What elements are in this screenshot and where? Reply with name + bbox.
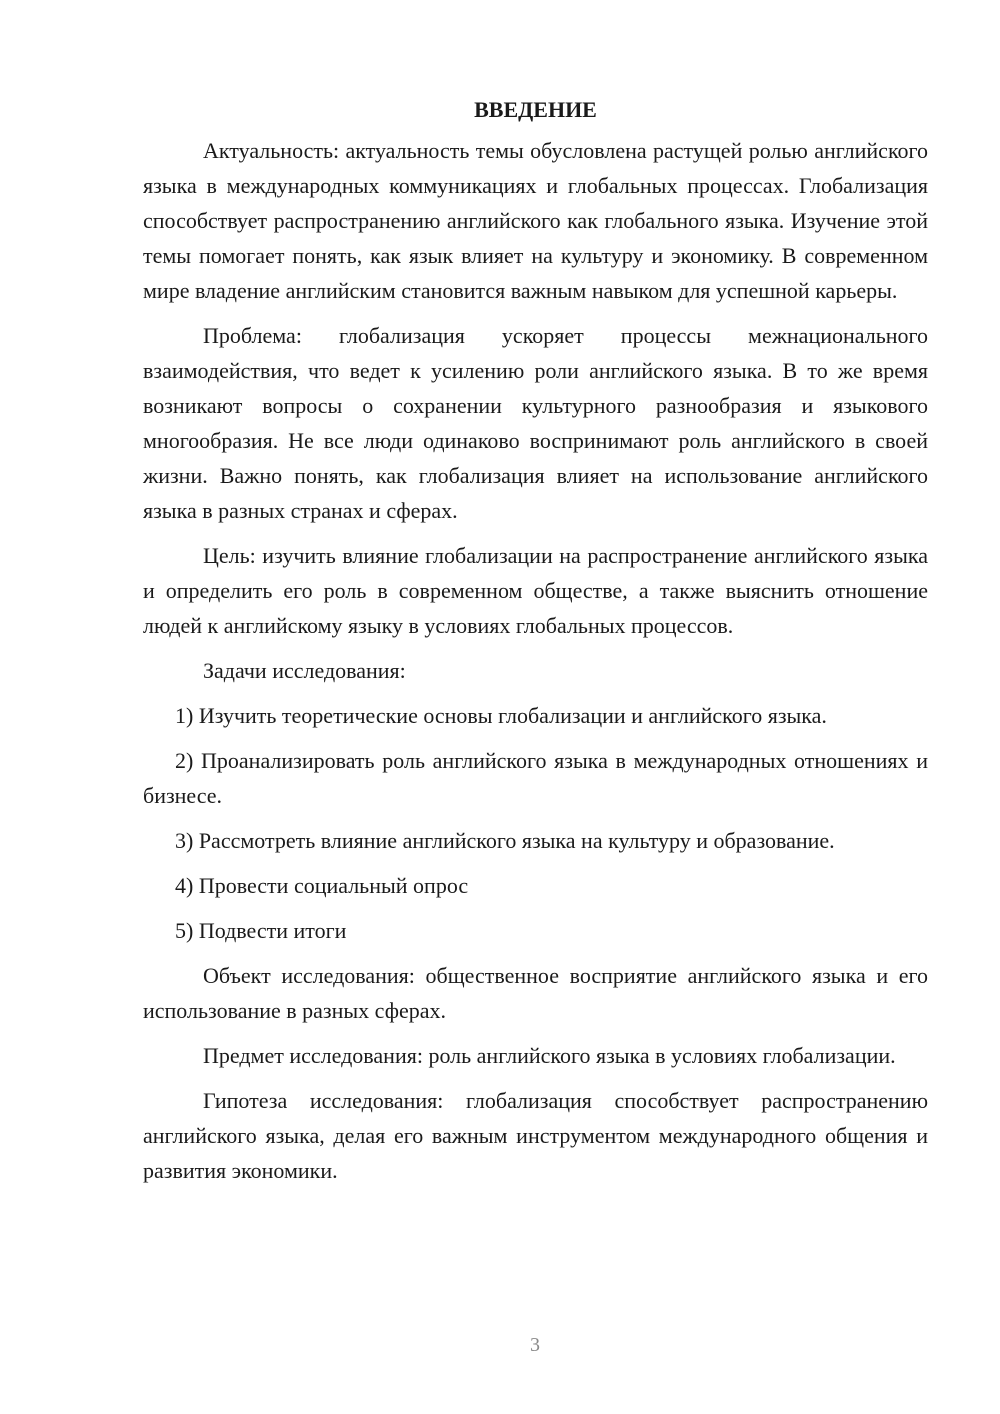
task-item-5: 5) Подвести итоги <box>175 918 347 943</box>
relevance-paragraph: Актуальность: актуальность темы обусловлена растущей ролью английского языка в международных коммуникациях и глобальных процессах. Глобализация способствует распространению английского как глобального языка. Изучение этой темы помогает понять, как язык влияет на культуру и экономику. В современном мире владение английским становится важным навыком для успешной карьеры. <box>143 138 928 303</box>
object-paragraph: Объект исследования: общественное восприятие английского языка и его использование в разных сферах. <box>143 963 928 1023</box>
task-item-2: 2) Проанализировать роль английского языка в международных отношениях и бизнесе. <box>143 748 928 808</box>
hypothesis-paragraph: Гипотеза исследования: глобализация способствует распространению английского языка, делая его важным инструментом международного общения и развития экономики. <box>143 1088 928 1183</box>
task-item-4: 4) Провести социальный опрос <box>175 873 469 898</box>
page-content <box>143 92 928 1198</box>
task-item-3: 3) Рассмотреть влияние английского языка на культуру и образование. <box>175 828 835 853</box>
subject-paragraph: Предмет исследования: роль английского языка в условиях глобализации. <box>203 1043 896 1068</box>
goal-paragraph: Цель: изучить влияние глобализации на распространение английского языка и определить его роль в современном обществе, а также выяснить отношение людей к английскому языку в условиях глобальных процессов. <box>143 543 928 638</box>
page-number: 3 <box>530 1334 540 1356</box>
tasks-heading: Задачи исследования: <box>203 658 406 683</box>
section-heading: ВВЕДЕНИЕ <box>474 97 597 122</box>
problem-paragraph: Проблема: глобализация ускоряет процессы межнационального взаимодействия, что ведет к усилению роли английского языка. В то же время возникают вопросы о сохранении культурного разнообразия и языкового многообразия. Не все люди одинаково воспринимают роль английского в своей жизни. Важно понять, как глобализация влияет на использование английского языка в разных странах и сферах. <box>143 323 928 523</box>
task-item-1: 1) Изучить теоретические основы глобализации и английского языка. <box>175 703 827 728</box>
